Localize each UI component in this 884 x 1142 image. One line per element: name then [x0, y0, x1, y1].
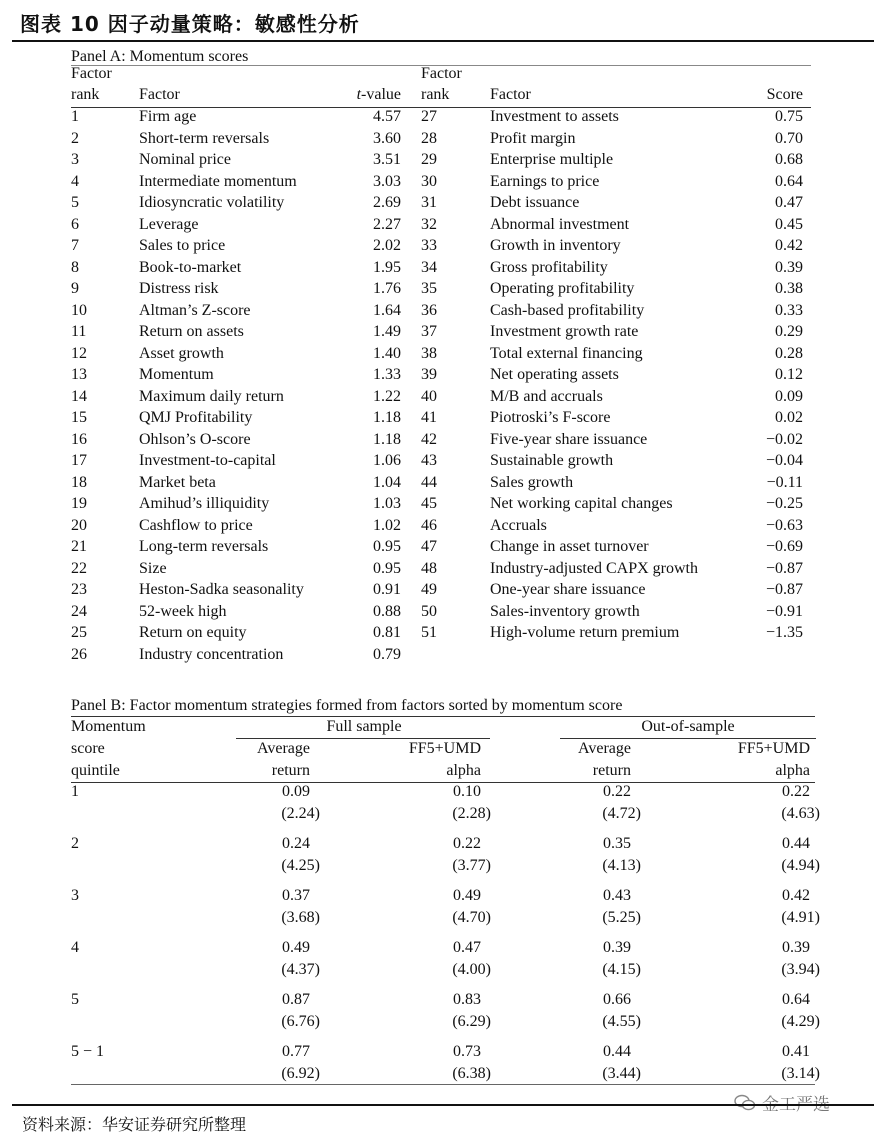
right-factor-cell: Investment to assets — [490, 108, 619, 125]
right-rank-cell: 38 — [421, 345, 437, 362]
left-tvalue-cell: 1.76 — [373, 280, 401, 297]
left-factor-cell: Short-term reversals — [139, 130, 270, 147]
left-rank-cell: 17 — [71, 452, 87, 469]
left-factor-cell: Firm age — [139, 108, 197, 125]
estimate-cell: 0.77 — [282, 1043, 310, 1060]
right-factor-cell: M/B and accruals — [490, 388, 603, 405]
estimate-cell: 0.22 — [782, 783, 810, 800]
col-rank-top-left: Factor — [71, 65, 112, 82]
right-factor-cell: Sales-inventory growth — [490, 603, 640, 620]
right-factor-cell: One-year share issuance — [490, 581, 646, 598]
left-factor-cell: Ohlson’s O-score — [139, 431, 251, 448]
right-score-cell: 0.39 — [775, 259, 803, 276]
left-rank-cell: 20 — [71, 517, 87, 534]
right-factor-cell: Investment growth rate — [490, 323, 639, 340]
right-score-cell: −0.87 — [765, 581, 803, 598]
estimate-cell: 0.24 — [282, 835, 310, 852]
left-tvalue-cell: 1.33 — [373, 366, 401, 383]
col-rank-top-right: Factor — [421, 65, 462, 82]
right-score-cell: 0.68 — [775, 151, 803, 168]
col-return-header: return — [271, 762, 310, 779]
right-rank-cell: 42 — [421, 431, 437, 448]
right-score-cell: 0.02 — [775, 409, 803, 426]
left-rank-cell: 9 — [71, 280, 79, 297]
estimate-cell: 0.43 — [603, 887, 631, 904]
panel-a-title: Panel A: Momentum scores — [71, 48, 249, 65]
right-score-cell: 0.75 — [775, 108, 803, 125]
brand-watermark — [734, 1090, 830, 1115]
left-rank-cell: 16 — [71, 431, 87, 448]
left-tvalue-cell: 1.49 — [373, 323, 401, 340]
left-tvalue-cell: 1.64 — [373, 302, 401, 319]
left-rank-cell: 6 — [71, 216, 79, 233]
right-score-cell: 0.12 — [775, 366, 803, 383]
right-factor-cell: Change in asset turnover — [490, 538, 649, 555]
right-factor-cell: Growth in inventory — [490, 237, 621, 254]
tstat-cell: (6.29) — [452, 1013, 491, 1030]
right-factor-cell: High-volume return premium — [490, 624, 680, 641]
estimate-cell: 0.42 — [782, 887, 810, 904]
right-factor-cell: Abnormal investment — [490, 216, 630, 233]
right-factor-cell: Industry-adjusted CAPX growth — [490, 560, 698, 577]
left-factor-cell: Cashflow to price — [139, 517, 253, 534]
left-tvalue-cell: 1.22 — [373, 388, 401, 405]
tstat-cell: (2.28) — [452, 805, 491, 822]
right-rank-cell: 40 — [421, 388, 437, 405]
right-rank-cell: 50 — [421, 603, 437, 620]
left-rank-cell: 13 — [71, 366, 87, 383]
right-score-cell: −0.02 — [765, 431, 803, 448]
right-rank-cell: 47 — [421, 538, 437, 555]
left-tvalue-cell: 0.91 — [373, 581, 401, 598]
right-rank-cell: 43 — [421, 452, 437, 469]
left-tvalue-cell: 1.04 — [373, 474, 401, 491]
tstat-cell: (4.29) — [781, 1013, 820, 1030]
left-tvalue-cell: 0.79 — [373, 646, 401, 663]
estimate-cell: 0.47 — [453, 939, 481, 956]
right-rank-cell: 35 — [421, 280, 437, 297]
left-tvalue-cell: 2.27 — [373, 216, 401, 233]
left-factor-cell: QMJ Profitability — [139, 409, 253, 426]
right-factor-cell: Sustainable growth — [490, 452, 614, 469]
tstat-cell: (3.94) — [781, 961, 820, 978]
left-tvalue-cell: 4.57 — [373, 108, 401, 125]
left-factor-cell: Industry concentration — [139, 646, 284, 663]
left-factor-cell: Amihud’s illiquidity — [139, 495, 270, 512]
tstat-cell: (4.63) — [781, 805, 820, 822]
left-tvalue-cell: 1.03 — [373, 495, 401, 512]
left-tvalue-cell: 3.03 — [373, 173, 401, 190]
right-rank-cell: 32 — [421, 216, 437, 233]
right-rank-cell: 51 — [421, 624, 437, 641]
left-factor-cell: Heston-Sadka seasonality — [139, 581, 304, 598]
left-tvalue-cell: 0.95 — [373, 560, 401, 577]
left-factor-cell: Return on assets — [139, 323, 244, 340]
right-factor-cell: Enterprise multiple — [490, 151, 614, 168]
right-score-cell: −0.11 — [766, 474, 803, 491]
estimate-cell: 0.66 — [603, 991, 631, 1008]
figure-title: 图表 10 因子动量策略：敏感性分析 — [20, 12, 360, 36]
brand-name: 金工严选 — [762, 1095, 830, 1115]
right-rank-cell: 27 — [421, 108, 437, 125]
estimate-cell: 0.44 — [603, 1043, 631, 1060]
group-out-of-sample: Out-of-sample — [641, 718, 735, 735]
tstat-cell: (4.25) — [281, 857, 320, 874]
left-rank-cell: 7 — [71, 237, 79, 254]
col-alpha-subheader: alpha — [775, 762, 810, 779]
left-rank-cell: 25 — [71, 624, 87, 641]
left-factor-cell: Leverage — [139, 216, 199, 233]
col-alpha-header: FF5+UMD — [737, 740, 810, 757]
right-rank-cell: 45 — [421, 495, 437, 512]
right-factor-cell: Earnings to price — [490, 173, 600, 190]
tstat-cell: (4.70) — [452, 909, 491, 926]
right-score-cell: 0.29 — [775, 323, 803, 340]
panel-b-bottom-rule — [71, 1084, 815, 1085]
left-tvalue-cell: 1.18 — [373, 409, 401, 426]
right-score-cell: −0.04 — [765, 452, 803, 469]
left-tvalue-cell: 1.95 — [373, 259, 401, 276]
right-rank-cell: 48 — [421, 560, 437, 577]
estimate-cell: 0.35 — [603, 835, 631, 852]
left-rank-cell: 23 — [71, 581, 87, 598]
right-factor-cell: Net operating assets — [490, 366, 619, 383]
right-rank-cell: 44 — [421, 474, 437, 491]
tstat-cell: (4.94) — [781, 857, 820, 874]
left-factor-cell: Long-term reversals — [139, 538, 269, 555]
tstat-cell: (4.72) — [602, 805, 641, 822]
left-rank-cell: 3 — [71, 151, 79, 168]
right-score-cell: −0.25 — [765, 495, 803, 512]
estimate-cell: 0.41 — [782, 1043, 810, 1060]
col-quintile-line1: Momentum — [71, 718, 146, 735]
left-factor-cell: Intermediate momentum — [139, 173, 297, 190]
col-rank-bottom-right: rank — [421, 86, 450, 103]
left-factor-cell: Maximum daily return — [139, 388, 284, 405]
left-rank-cell: 5 — [71, 194, 79, 211]
col-alpha-header: FF5+UMD — [408, 740, 481, 757]
left-factor-cell: Nominal price — [139, 151, 231, 168]
bottom-rule — [12, 1104, 874, 1106]
quintile-label: 2 — [71, 835, 79, 852]
right-factor-cell: Five-year share issuance — [490, 431, 648, 448]
col-factor-right: Factor — [490, 86, 531, 103]
right-factor-cell: Profit margin — [490, 130, 576, 147]
left-rank-cell: 15 — [71, 409, 87, 426]
right-rank-cell: 28 — [421, 130, 437, 147]
col-average-header: Average — [578, 740, 631, 757]
left-rank-cell: 2 — [71, 130, 79, 147]
tstat-cell: (4.37) — [281, 961, 320, 978]
right-rank-cell: 37 — [421, 323, 437, 340]
tstat-cell: (6.76) — [281, 1013, 320, 1030]
right-rank-cell: 29 — [421, 151, 437, 168]
right-rank-cell: 34 — [421, 259, 437, 276]
left-factor-cell: Momentum — [139, 366, 214, 383]
right-rank-cell: 30 — [421, 173, 437, 190]
left-tvalue-cell: 1.40 — [373, 345, 401, 362]
col-quintile-line2: score — [71, 740, 105, 757]
left-rank-cell: 21 — [71, 538, 87, 555]
right-rank-cell: 33 — [421, 237, 437, 254]
col-quintile-line3: quintile — [71, 762, 120, 779]
right-factor-cell: Sales growth — [490, 474, 574, 491]
right-factor-cell: Debt issuance — [490, 194, 580, 211]
right-factor-cell: Gross profitability — [490, 259, 608, 276]
quintile-label: 1 — [71, 783, 79, 800]
left-rank-cell: 11 — [71, 323, 87, 340]
estimate-cell: 0.22 — [453, 835, 481, 852]
quintile-label: 5 − 1 — [71, 1043, 105, 1060]
right-score-cell: 0.28 — [775, 345, 803, 362]
left-tvalue-cell: 3.60 — [373, 130, 401, 147]
right-score-cell: 0.09 — [775, 388, 803, 405]
estimate-cell: 0.39 — [603, 939, 631, 956]
source-note: 资料来源：华安证券研究所整理 — [22, 1115, 247, 1134]
estimate-cell: 0.87 — [282, 991, 310, 1008]
right-score-cell: 0.38 — [775, 280, 803, 297]
left-factor-cell: Asset growth — [139, 345, 224, 362]
col-rank-bottom-left: rank — [71, 86, 100, 103]
right-factor-cell: Operating profitability — [490, 280, 635, 297]
col-factor-left: Factor — [139, 86, 180, 103]
left-factor-cell: Idiosyncratic volatility — [139, 194, 285, 211]
right-rank-cell: 31 — [421, 194, 437, 211]
tstat-cell: (6.92) — [281, 1065, 320, 1082]
right-score-cell: −0.63 — [765, 517, 803, 534]
right-factor-cell: Accruals — [490, 517, 547, 534]
right-score-cell: 0.70 — [775, 130, 803, 147]
tstat-cell: (4.13) — [602, 857, 641, 874]
group-full-sample: Full sample — [326, 718, 402, 735]
right-rank-cell: 49 — [421, 581, 437, 598]
left-tvalue-cell: 0.95 — [373, 538, 401, 555]
left-rank-cell: 12 — [71, 345, 87, 362]
left-rank-cell: 19 — [71, 495, 87, 512]
left-rank-cell: 1 — [71, 108, 79, 125]
estimate-cell: 0.49 — [453, 887, 481, 904]
left-tvalue-cell: 1.06 — [373, 452, 401, 469]
estimate-cell: 0.73 — [453, 1043, 481, 1060]
tstat-cell: (3.77) — [452, 857, 491, 874]
estimate-cell: 0.83 — [453, 991, 481, 1008]
col-tvalue: t-value — [356, 86, 401, 103]
tstat-cell: (3.68) — [281, 909, 320, 926]
estimate-cell: 0.64 — [782, 991, 810, 1008]
right-score-cell: 0.33 — [775, 302, 803, 319]
left-tvalue-cell: 1.02 — [373, 517, 401, 534]
right-factor-cell: Cash-based profitability — [490, 302, 645, 319]
left-rank-cell: 24 — [71, 603, 87, 620]
left-factor-cell: Size — [139, 560, 167, 577]
left-tvalue-cell: 1.18 — [373, 431, 401, 448]
left-tvalue-cell: 0.88 — [373, 603, 401, 620]
quintile-label: 5 — [71, 991, 79, 1008]
top-rule — [12, 40, 874, 42]
right-score-cell: −0.69 — [765, 538, 803, 555]
left-factor-cell: Sales to price — [139, 237, 226, 254]
right-score-cell: 0.64 — [775, 173, 803, 190]
left-rank-cell: 18 — [71, 474, 87, 491]
tstat-cell: (6.38) — [452, 1065, 491, 1082]
right-rank-cell: 39 — [421, 366, 437, 383]
estimate-cell: 0.49 — [282, 939, 310, 956]
left-rank-cell: 4 — [71, 173, 79, 190]
estimate-cell: 0.39 — [782, 939, 810, 956]
tstat-cell: (4.15) — [602, 961, 641, 978]
left-tvalue-cell: 3.51 — [373, 151, 401, 168]
tstat-cell: (4.55) — [602, 1013, 641, 1030]
tstat-cell: (5.25) — [602, 909, 641, 926]
left-rank-cell: 26 — [71, 646, 87, 663]
estimate-cell: 0.37 — [282, 887, 310, 904]
right-rank-cell: 36 — [421, 302, 437, 319]
tstat-cell: (3.44) — [602, 1065, 641, 1082]
estimate-cell: 0.22 — [603, 783, 631, 800]
right-factor-cell: Piotroski’s F-score — [490, 409, 611, 426]
left-factor-cell: Return on equity — [139, 624, 247, 641]
wechat-icon — [734, 1094, 756, 1112]
left-tvalue-cell: 2.02 — [373, 237, 401, 254]
left-rank-cell: 8 — [71, 259, 79, 276]
tstat-cell: (2.24) — [281, 805, 320, 822]
col-return-header: return — [592, 762, 631, 779]
tstat-cell: (4.00) — [452, 961, 491, 978]
right-factor-cell: Net working capital changes — [490, 495, 673, 512]
quintile-label: 4 — [71, 939, 79, 956]
quintile-label: 3 — [71, 887, 79, 904]
col-score: Score — [766, 86, 803, 103]
right-score-cell: −0.87 — [765, 560, 803, 577]
right-score-cell: −1.35 — [765, 624, 803, 641]
left-factor-cell: 52-week high — [139, 603, 227, 620]
left-factor-cell: Investment-to-capital — [139, 452, 276, 469]
left-rank-cell: 10 — [71, 302, 87, 319]
right-factor-cell: Total external financing — [490, 345, 643, 362]
tstat-cell: (3.14) — [781, 1065, 820, 1082]
left-factor-cell: Market beta — [139, 474, 216, 491]
col-alpha-subheader: alpha — [446, 762, 481, 779]
estimate-cell: 0.44 — [782, 835, 810, 852]
col-average-header: Average — [257, 740, 310, 757]
left-factor-cell: Distress risk — [139, 280, 219, 297]
right-score-cell: 0.42 — [775, 237, 803, 254]
left-factor-cell: Book-to-market — [139, 259, 242, 276]
left-rank-cell: 22 — [71, 560, 87, 577]
right-score-cell: −0.91 — [765, 603, 803, 620]
left-tvalue-cell: 0.81 — [373, 624, 401, 641]
panel-b-title: Panel B: Factor momentum strategies formed from factors sorted by momentum score — [71, 697, 623, 714]
estimate-cell: 0.10 — [453, 783, 481, 800]
right-rank-cell: 46 — [421, 517, 437, 534]
left-tvalue-cell: 2.69 — [373, 194, 401, 211]
right-score-cell: 0.45 — [775, 216, 803, 233]
left-factor-cell: Altman’s Z-score — [139, 302, 251, 319]
estimate-cell: 0.09 — [282, 783, 310, 800]
right-rank-cell: 41 — [421, 409, 437, 426]
tstat-cell: (4.91) — [781, 909, 820, 926]
left-rank-cell: 14 — [71, 388, 87, 405]
right-score-cell: 0.47 — [775, 194, 803, 211]
